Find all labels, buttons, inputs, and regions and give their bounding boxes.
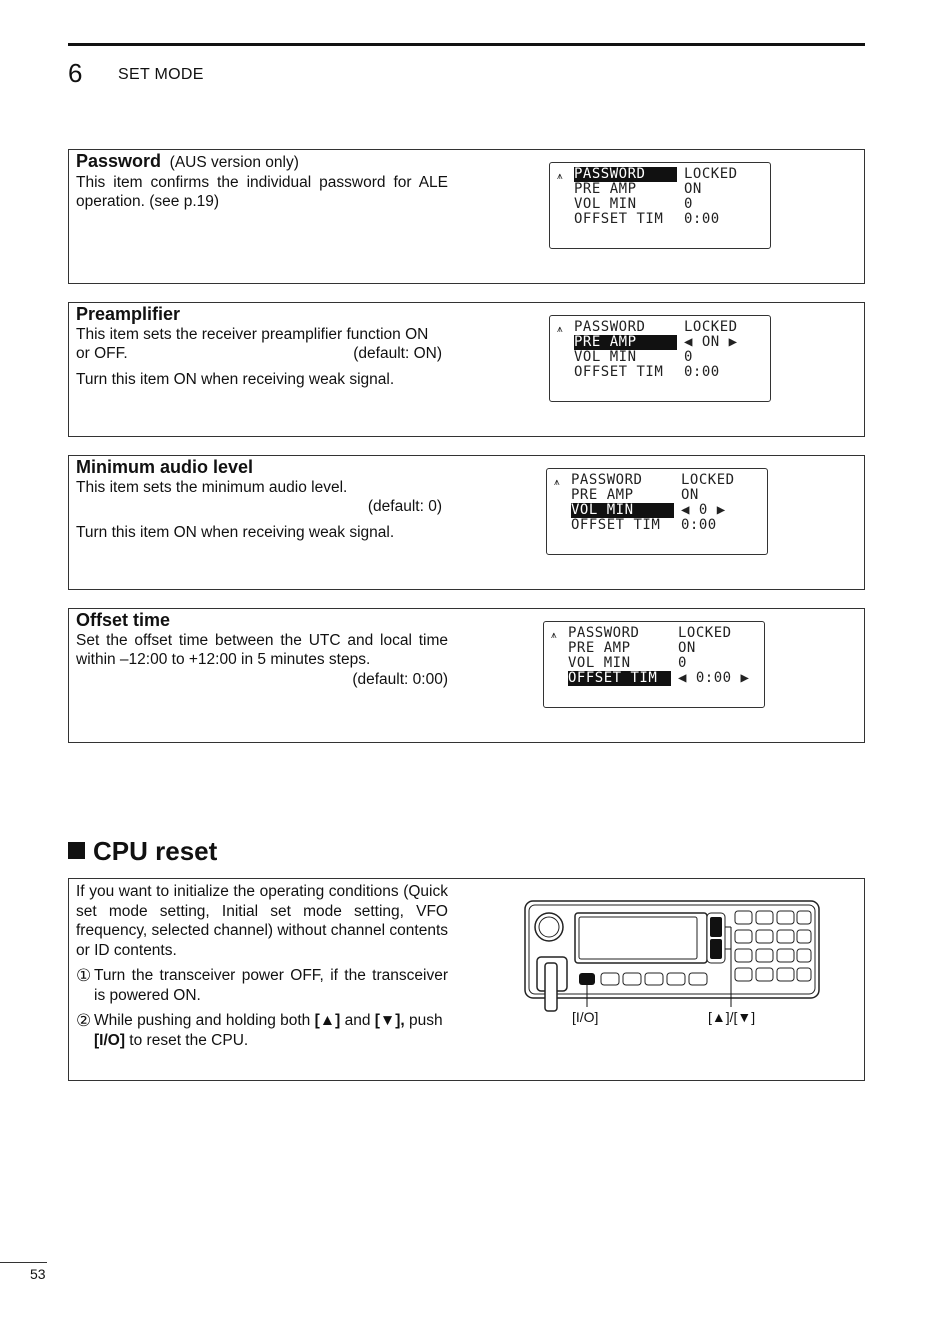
lcd-item-label: VOL MIN — [571, 503, 674, 518]
lcd-item-value: 0 — [684, 349, 693, 365]
lcd-item-value: 0 — [684, 196, 693, 212]
lcd-item-value: ON — [678, 640, 696, 656]
offset-time-section — [68, 608, 865, 743]
lcd-item-value: 0 — [678, 655, 687, 671]
lcd-display — [549, 315, 771, 402]
lcd-item-value: ◀ 0:00 ▶ — [678, 670, 750, 686]
section-body: This item sets the minimum audio level. — [76, 478, 348, 496]
step-number: ② — [76, 1011, 92, 1030]
section-body: This item confirms the individual password for ALE operation. (see p.19) — [76, 173, 448, 210]
lcd-display — [549, 162, 771, 249]
lcd-item-value: ◀ ON ▶ — [684, 334, 738, 350]
section-body: Set the offset time between the UTC and local time within –12:00 to +12:00 in 5 minutes steps. — [76, 631, 448, 668]
cpu-reset-intro: If you want to initialize the operating conditions (Quick set mode setting, Initial set mode setting, VFO frequency, selected channel) without channel contents or ID contents. — [76, 883, 448, 959]
lcd-item-value: 0:00 — [684, 211, 720, 227]
lcd-item-value: ON — [684, 181, 702, 197]
lcd-display — [543, 621, 765, 708]
password-section — [68, 149, 865, 284]
lcd-item-label: PASSWORD — [574, 319, 646, 335]
lcd-item-label: PASSWORD — [571, 472, 643, 488]
cpu-reset-section — [68, 878, 865, 1081]
default-value: (default: ON) — [353, 345, 442, 362]
antenna-icon: ⩚ — [557, 171, 563, 182]
antenna-icon: ⩚ — [557, 324, 563, 335]
page-number: 53 — [30, 1266, 46, 1282]
lcd-item-label: PRE AMP — [574, 181, 637, 197]
lcd-item-label: OFFSET TIM — [568, 671, 671, 686]
lcd-item-label: VOL MIN — [574, 196, 637, 212]
lcd-item-value: LOCKED — [684, 319, 738, 335]
minimum-audio-level-section — [68, 455, 865, 590]
lcd-item-label: PASSWORD — [574, 167, 677, 182]
default-value: (default: 0:00) — [352, 670, 448, 688]
lcd-item-label: VOL MIN — [574, 349, 637, 365]
section-note: Turn this item ON when receiving weak signal. — [76, 370, 395, 388]
antenna-icon: ⩚ — [554, 477, 560, 488]
section-note: Turn this item ON when receiving weak signal. — [76, 523, 395, 541]
lcd-item-label: PRE AMP — [574, 335, 677, 350]
header-rule — [68, 43, 865, 46]
section-title: Offset time — [76, 610, 171, 630]
section-title: Minimum audio level — [76, 457, 254, 477]
lcd-item-value: LOCKED — [681, 472, 735, 488]
lcd-item-label: PRE AMP — [568, 640, 631, 656]
chapter-number: 6 — [68, 58, 83, 88]
lcd-item-value: ◀ 0 ▶ — [681, 502, 726, 518]
io-key-label: [I/O] — [572, 1009, 599, 1025]
lcd-item-value: 0:00 — [681, 517, 717, 533]
section-title-note: (AUS version only) — [169, 154, 299, 171]
lcd-item-label: PASSWORD — [568, 625, 640, 641]
default-value: (default: 0) — [367, 498, 442, 515]
step-number: ① — [76, 966, 92, 985]
section-body: This item sets the receiver preamplifier function ON — [76, 325, 429, 343]
transceiver-front-panel-illustration — [519, 897, 829, 1032]
cpu-reset-heading: CPU reset — [68, 836, 217, 867]
step-2 — [76, 1011, 448, 1050]
section-title: Password — [76, 151, 162, 171]
lcd-item-value: LOCKED — [684, 166, 738, 182]
antenna-icon: ⩚ — [551, 630, 557, 641]
section-body: or OFF. — [76, 345, 128, 362]
lcd-item-value: ON — [681, 487, 699, 503]
up-down-key-label: [▲]/[▼] — [708, 1009, 756, 1025]
lcd-display — [546, 468, 768, 555]
lcd-item-label: OFFSET TIM — [574, 211, 664, 227]
footer-rule — [0, 1262, 47, 1263]
square-bullet-icon — [68, 842, 85, 859]
step-1 — [76, 966, 448, 1005]
step-text: While pushing and holding both [▲] and [▼], push [I/O] to reset the CPU. — [94, 1012, 443, 1049]
lcd-item-label: VOL MIN — [568, 655, 631, 671]
lcd-item-label: OFFSET TIM — [571, 517, 661, 533]
lcd-item-label: PRE AMP — [571, 487, 634, 503]
section-title: Preamplifier — [76, 304, 181, 324]
lcd-item-label: OFFSET TIM — [574, 364, 664, 380]
chapter-title: SET MODE — [118, 66, 204, 83]
lcd-item-value: 0:00 — [684, 364, 720, 380]
lcd-item-value: LOCKED — [678, 625, 732, 641]
step-text: Turn the transceiver power OFF, if the transceiver is powered ON. — [94, 967, 448, 1004]
preamplifier-section — [68, 302, 865, 437]
